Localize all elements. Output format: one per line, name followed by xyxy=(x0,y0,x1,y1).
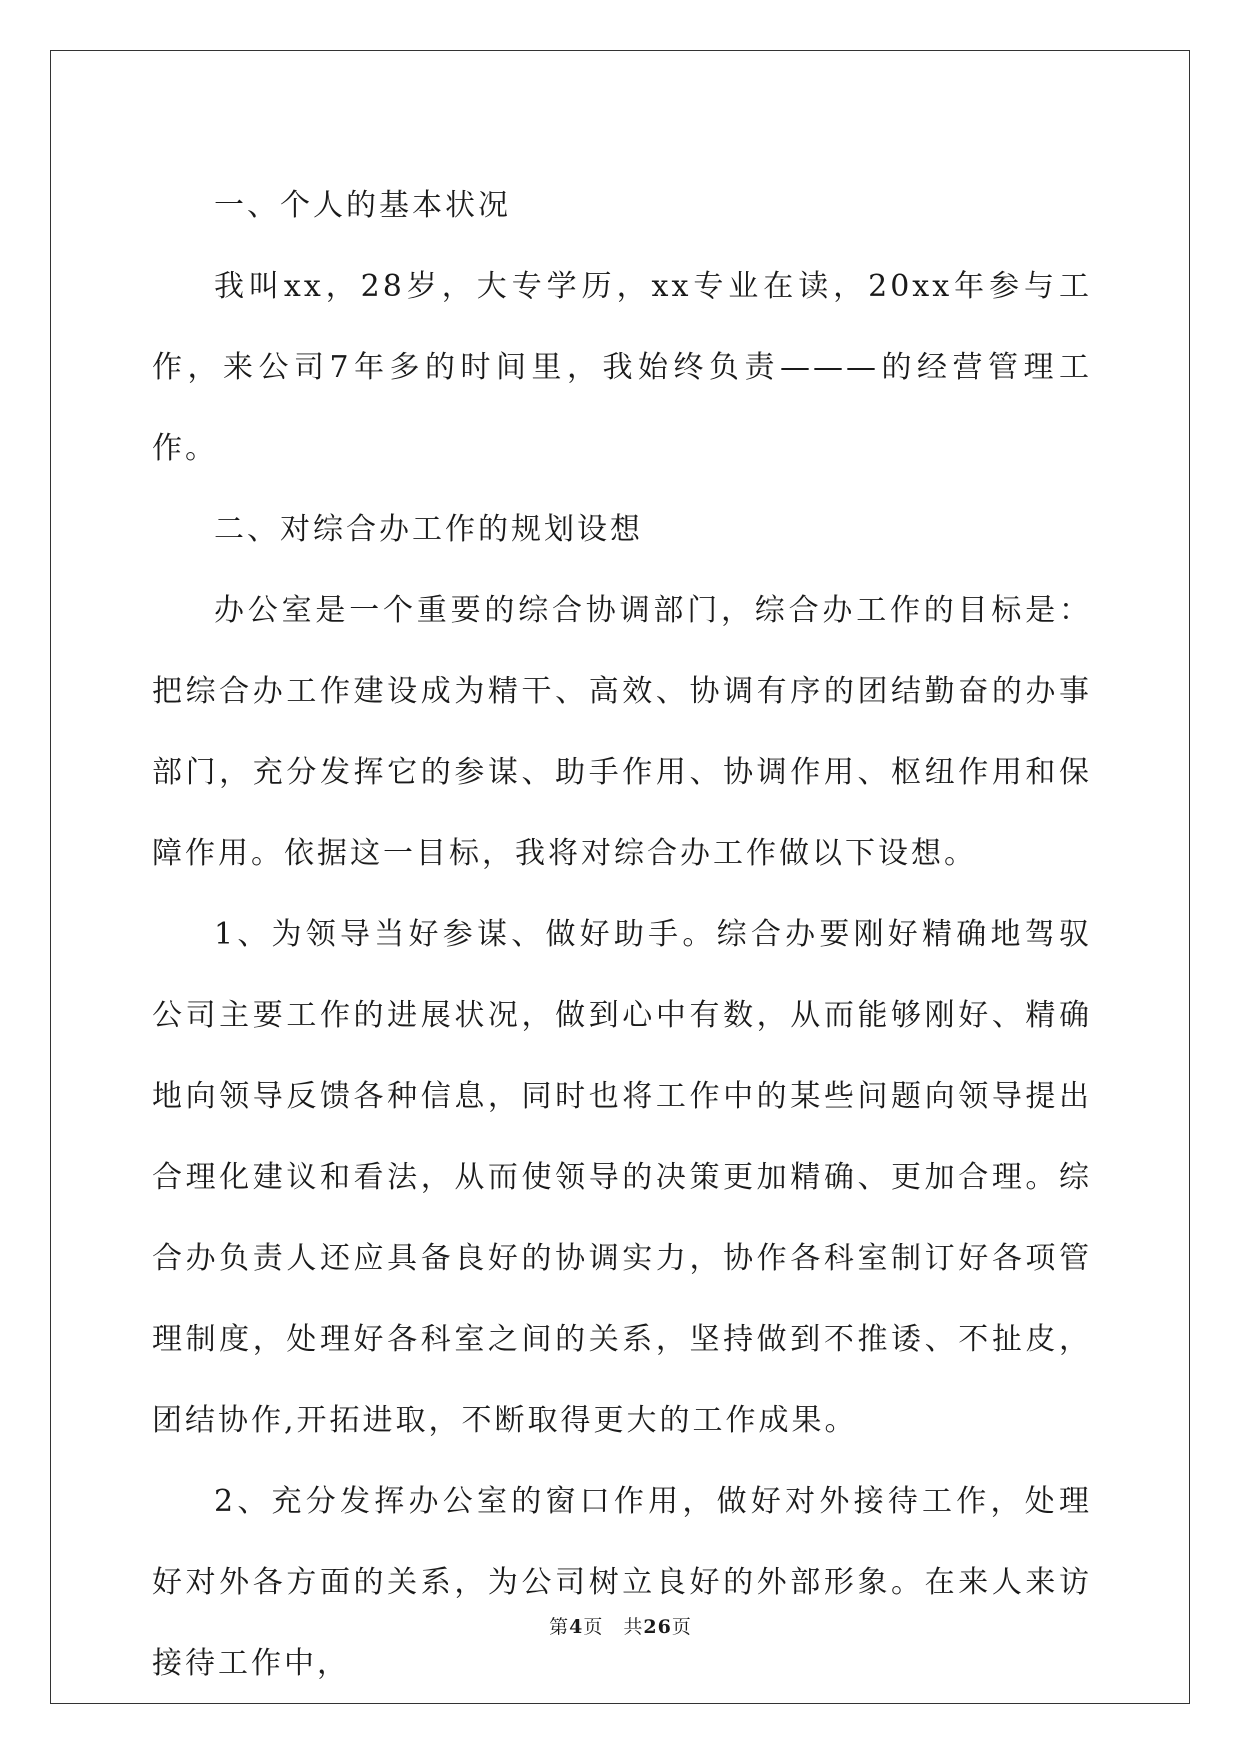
footer-total-prefix: 共 xyxy=(623,1616,644,1638)
paragraph-office-goal: 办公室是一个重要的综合协调部门，综合办工作的目标是：把综合办工作建设成为精干、高效、协调有序的团结勤奋的办事部门，充分发挥它的参谋、助手作用、协调作用、枢纽作用和保障作用。依据这一目标，我将对综合办工作做以下设想。 xyxy=(152,593,1092,871)
section-heading-2: 二、对综合办工作的规划设想 xyxy=(214,512,643,547)
footer-total-suffix: 页 xyxy=(671,1616,692,1638)
paragraph-personal-info: 我叫xx，28岁，大专学历，xx专业在读，20xx年参与工作，来公司7年多的时间里，我始终负责———的经营管理工作。 xyxy=(152,269,1092,466)
page-footer xyxy=(0,1612,1241,1639)
footer-page-number: 4 xyxy=(569,1616,584,1638)
paragraph-item-2: 2、充分发挥办公室的窗口作用，做好对外接待工作，处理好对外各方面的关系，为公司树立良好的外部形象。在来人来访接待工作中， xyxy=(152,1484,1092,1681)
footer-total-pages: 26 xyxy=(643,1616,672,1638)
footer-prefix: 第 xyxy=(549,1616,570,1638)
document-body xyxy=(152,165,1092,1704)
paragraph-item-1: 1、为领导当好参谋、做好助手。综合办要刚好精确地驾驭公司主要工作的进展状况，做到心中有数，从而能够刚好、精确地向领导反馈各种信息，同时也将工作中的某些问题向领导提出合理化建议和看法，从而使领导的决策更加精确、更加合理。综合办负责人还应具备良好的协调实力，协作各科室制订好各项管理制度，处理好各科室之间的关系，坚持做到不推诿、不扯皮，团结协作,开拓进取，不断取得更大的工作成果。 xyxy=(152,917,1092,1438)
footer-page-suffix: 页 xyxy=(583,1616,604,1638)
section-heading-1: 一、个人的基本状况 xyxy=(214,188,511,223)
